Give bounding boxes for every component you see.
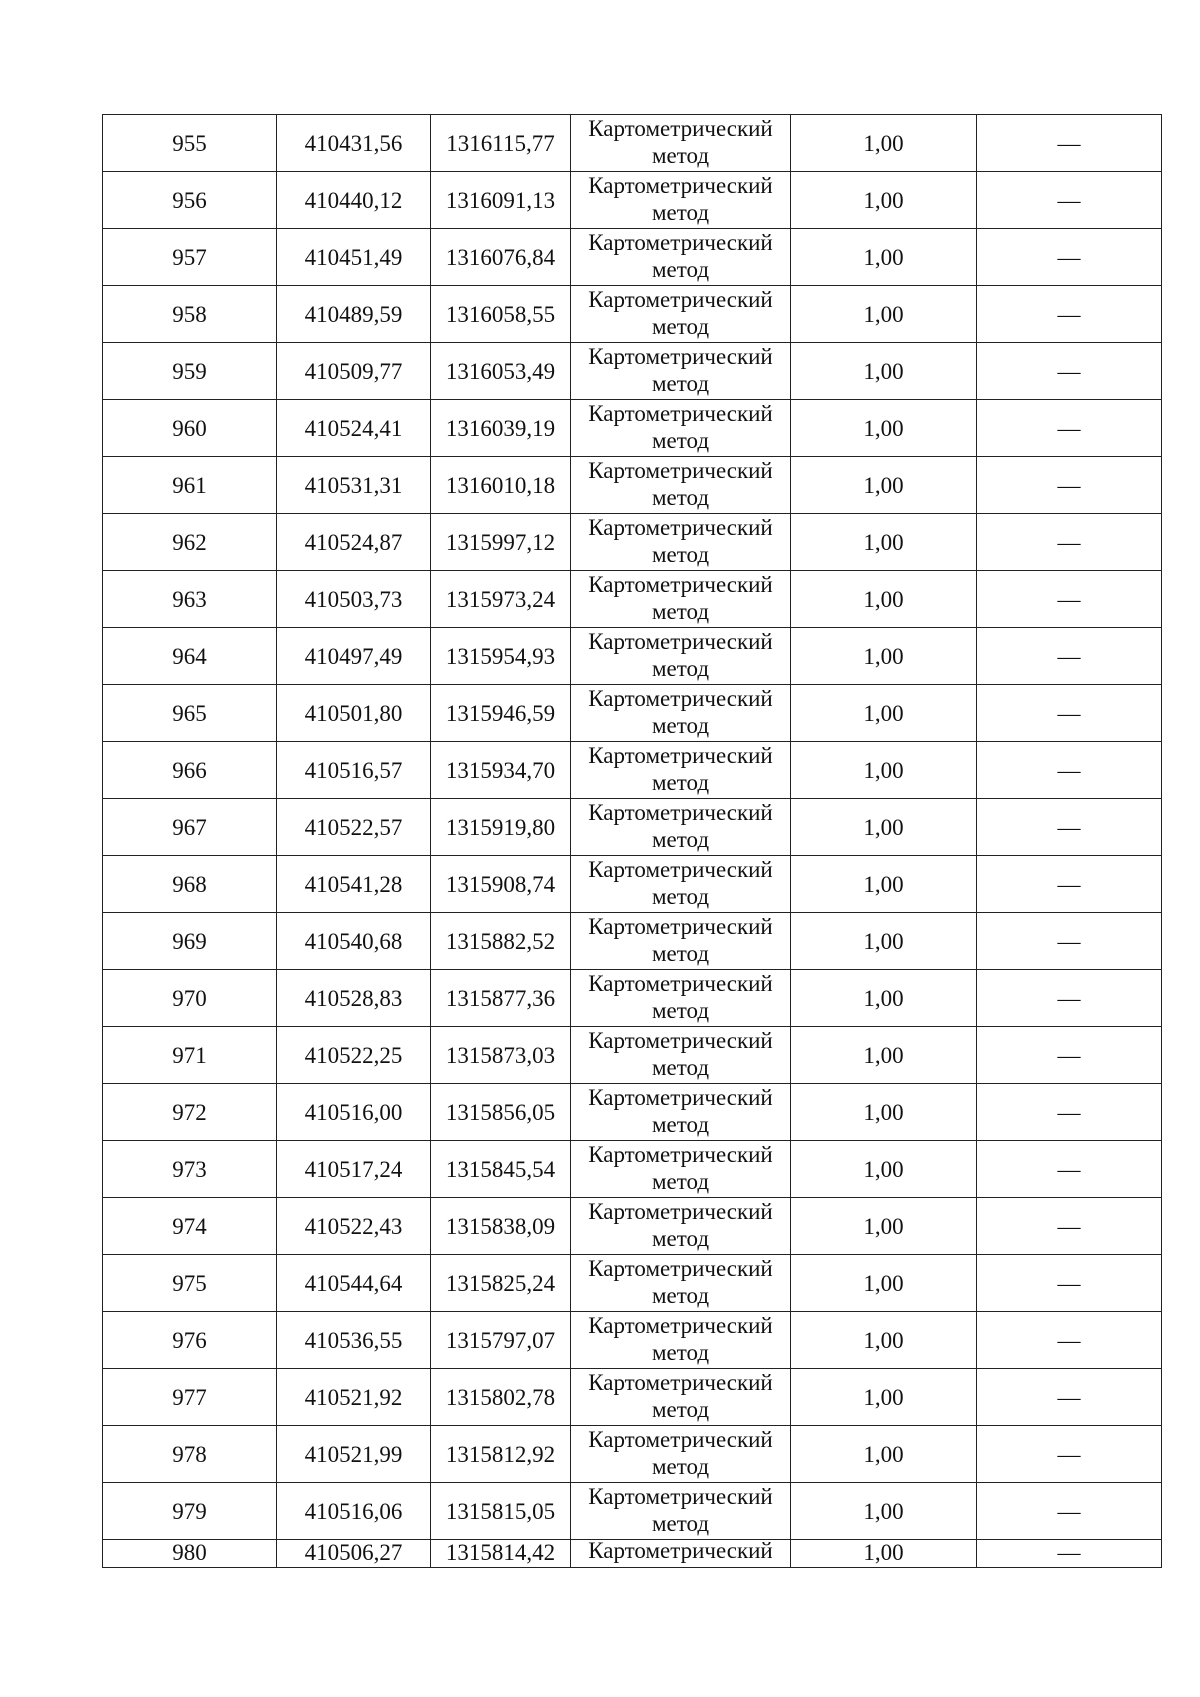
x-coordinate-cell: 410528,83 xyxy=(277,970,431,1027)
method-text-line2: метод xyxy=(651,1397,710,1422)
y-coordinate-cell: 1315825,24 xyxy=(431,1255,571,1312)
table-row xyxy=(103,229,1162,286)
table-row xyxy=(103,913,1162,970)
note-cell: — xyxy=(977,913,1162,970)
x-coordinate-cell: 410521,92 xyxy=(277,1369,431,1426)
x-coordinate-cell: 410522,43 xyxy=(277,1198,431,1255)
accuracy-cell: 1,00 xyxy=(791,343,977,400)
x-coordinate-cell: 410522,25 xyxy=(277,1027,431,1084)
note-cell: — xyxy=(977,628,1162,685)
accuracy-cell: 1,00 xyxy=(791,1141,977,1198)
accuracy-cell: 1,00 xyxy=(791,1540,977,1568)
method-text-line1: Картометрический xyxy=(588,629,773,654)
accuracy-cell: 1,00 xyxy=(791,514,977,571)
method-cell xyxy=(571,1255,791,1312)
method-cell xyxy=(571,799,791,856)
coordinates-table-body xyxy=(103,115,1162,1568)
x-coordinate-cell: 410531,31 xyxy=(277,457,431,514)
table-row xyxy=(103,1540,1162,1568)
table-row xyxy=(103,286,1162,343)
method-cell xyxy=(571,1027,791,1084)
method-text-line1: Картометрический xyxy=(588,743,773,768)
method-text-line1: Картометрический xyxy=(588,1427,773,1452)
method-text-line2: метод xyxy=(651,713,710,738)
method-cell xyxy=(571,1483,791,1540)
accuracy-cell: 1,00 xyxy=(791,856,977,913)
table-row xyxy=(103,1141,1162,1198)
y-coordinate-cell: 1315997,12 xyxy=(431,514,571,571)
x-coordinate-cell: 410503,73 xyxy=(277,571,431,628)
y-coordinate-cell: 1315973,24 xyxy=(431,571,571,628)
method-text-line2: метод xyxy=(651,1454,710,1479)
method-text-line2: метод xyxy=(651,485,710,510)
x-coordinate-cell: 410509,77 xyxy=(277,343,431,400)
method-cell xyxy=(571,1312,791,1369)
method-cell xyxy=(571,1369,791,1426)
method-text-line1: Картометрический xyxy=(588,686,773,711)
note-cell: — xyxy=(977,1369,1162,1426)
note-cell: — xyxy=(977,1084,1162,1141)
x-coordinate-cell: 410540,68 xyxy=(277,913,431,970)
note-cell: — xyxy=(977,685,1162,742)
method-text-line1: Картометрический xyxy=(588,1199,773,1224)
method-text-line1: Картометрический xyxy=(588,1313,773,1338)
point-number-cell: 968 xyxy=(103,856,277,913)
accuracy-cell: 1,00 xyxy=(791,685,977,742)
method-cell xyxy=(571,571,791,628)
x-coordinate-cell: 410516,57 xyxy=(277,742,431,799)
y-coordinate-cell: 1315815,05 xyxy=(431,1483,571,1540)
note-cell: — xyxy=(977,1198,1162,1255)
point-number-cell: 975 xyxy=(103,1255,277,1312)
method-text-line2: метод xyxy=(651,599,710,624)
note-cell: — xyxy=(977,514,1162,571)
point-number-cell: 962 xyxy=(103,514,277,571)
method-text-line2: метод xyxy=(651,1283,710,1308)
x-coordinate-cell: 410440,12 xyxy=(277,172,431,229)
note-cell: — xyxy=(977,172,1162,229)
y-coordinate-cell: 1315877,36 xyxy=(431,970,571,1027)
point-number-cell: 964 xyxy=(103,628,277,685)
accuracy-cell: 1,00 xyxy=(791,742,977,799)
table-row xyxy=(103,1369,1162,1426)
accuracy-cell: 1,00 xyxy=(791,1483,977,1540)
method-cell xyxy=(571,628,791,685)
table-row xyxy=(103,970,1162,1027)
y-coordinate-cell: 1315814,42 xyxy=(431,1540,571,1568)
table-row xyxy=(103,172,1162,229)
method-text-line2: метод xyxy=(651,371,710,396)
table-row xyxy=(103,1198,1162,1255)
x-coordinate-cell: 410506,27 xyxy=(277,1540,431,1568)
method-text-line1: Картометрический xyxy=(588,1256,773,1281)
note-cell: — xyxy=(977,1312,1162,1369)
x-coordinate-cell: 410489,59 xyxy=(277,286,431,343)
method-text-line2: метод xyxy=(651,428,710,453)
note-cell: — xyxy=(977,1141,1162,1198)
method-text-line2: метод xyxy=(651,998,710,1023)
point-number-cell: 979 xyxy=(103,1483,277,1540)
method-text-line1: Картометрический xyxy=(588,1085,773,1110)
method-text-line1: Картометрический xyxy=(588,1142,773,1167)
x-coordinate-cell: 410524,41 xyxy=(277,400,431,457)
note-cell: — xyxy=(977,571,1162,628)
point-number-cell: 973 xyxy=(103,1141,277,1198)
point-number-cell: 960 xyxy=(103,400,277,457)
note-cell: — xyxy=(977,400,1162,457)
accuracy-cell: 1,00 xyxy=(791,799,977,856)
note-cell: — xyxy=(977,1255,1162,1312)
x-coordinate-cell: 410522,57 xyxy=(277,799,431,856)
table-row xyxy=(103,685,1162,742)
point-number-cell: 977 xyxy=(103,1369,277,1426)
note-cell: — xyxy=(977,115,1162,172)
note-cell: — xyxy=(977,970,1162,1027)
point-number-cell: 955 xyxy=(103,115,277,172)
x-coordinate-cell: 410451,49 xyxy=(277,229,431,286)
y-coordinate-cell: 1315934,70 xyxy=(431,742,571,799)
accuracy-cell: 1,00 xyxy=(791,1255,977,1312)
method-cell xyxy=(571,1141,791,1198)
x-coordinate-cell: 410497,49 xyxy=(277,628,431,685)
method-cell xyxy=(571,229,791,286)
x-coordinate-cell: 410431,56 xyxy=(277,115,431,172)
accuracy-cell: 1,00 xyxy=(791,286,977,343)
method-cell xyxy=(571,400,791,457)
method-cell xyxy=(571,514,791,571)
point-number-cell: 959 xyxy=(103,343,277,400)
method-text-line1: Картометрический xyxy=(588,1028,773,1053)
table-row xyxy=(103,1426,1162,1483)
accuracy-cell: 1,00 xyxy=(791,913,977,970)
y-coordinate-cell: 1316091,13 xyxy=(431,172,571,229)
method-text-line1: Картометрический xyxy=(588,287,773,312)
note-cell: — xyxy=(977,457,1162,514)
point-number-cell: 957 xyxy=(103,229,277,286)
point-number-cell: 980 xyxy=(103,1540,277,1568)
accuracy-cell: 1,00 xyxy=(791,970,977,1027)
method-text-line2: метод xyxy=(651,770,710,795)
method-text-line2: метод xyxy=(651,257,710,282)
method-text-line1: Картометрический xyxy=(588,1484,773,1509)
x-coordinate-cell: 410521,99 xyxy=(277,1426,431,1483)
accuracy-cell: 1,00 xyxy=(791,1312,977,1369)
method-text-line2: метод xyxy=(651,827,710,852)
method-text-line1: Картометрический xyxy=(588,401,773,426)
point-number-cell: 961 xyxy=(103,457,277,514)
y-coordinate-cell: 1315919,80 xyxy=(431,799,571,856)
x-coordinate-cell: 410517,24 xyxy=(277,1141,431,1198)
method-text-line1: Картометрический xyxy=(588,116,773,141)
y-coordinate-cell: 1315845,54 xyxy=(431,1141,571,1198)
accuracy-cell: 1,00 xyxy=(791,1369,977,1426)
method-cell xyxy=(571,970,791,1027)
method-text-line2: метод xyxy=(651,1226,710,1251)
accuracy-cell: 1,00 xyxy=(791,571,977,628)
table-row xyxy=(103,115,1162,172)
table-row xyxy=(103,856,1162,913)
method-text-line2: метод xyxy=(651,200,710,225)
note-cell: — xyxy=(977,799,1162,856)
method-cell xyxy=(571,286,791,343)
point-number-cell: 978 xyxy=(103,1426,277,1483)
method-text-line1: Картометрический xyxy=(588,1539,773,1563)
table-row xyxy=(103,1312,1162,1369)
method-text-line2: метод xyxy=(651,1112,710,1137)
table-row xyxy=(103,1084,1162,1141)
table-row xyxy=(103,1255,1162,1312)
table-row xyxy=(103,343,1162,400)
point-number-cell: 971 xyxy=(103,1027,277,1084)
method-text-line1: Картометрический xyxy=(588,173,773,198)
accuracy-cell: 1,00 xyxy=(791,400,977,457)
method-cell xyxy=(571,685,791,742)
table-row xyxy=(103,742,1162,799)
table-row xyxy=(103,514,1162,571)
method-text-line1: Картометрический xyxy=(588,230,773,255)
method-text-line1: Картометрический xyxy=(588,458,773,483)
method-text-line2: метод xyxy=(651,1340,710,1365)
method-cell xyxy=(571,457,791,514)
method-text-line2: метод xyxy=(651,1169,710,1194)
x-coordinate-cell: 410501,80 xyxy=(277,685,431,742)
x-coordinate-cell: 410536,55 xyxy=(277,1312,431,1369)
method-cell xyxy=(571,1084,791,1141)
y-coordinate-cell: 1315882,52 xyxy=(431,913,571,970)
method-text-line1: Картометрический xyxy=(588,914,773,939)
method-cell xyxy=(571,856,791,913)
note-cell: — xyxy=(977,742,1162,799)
method-text-line1: Картометрический xyxy=(588,572,773,597)
method-text-line1: Картометрический xyxy=(588,515,773,540)
y-coordinate-cell: 1316058,55 xyxy=(431,286,571,343)
method-text-line2: метод xyxy=(651,143,710,168)
method-text-line1: Картометрический xyxy=(588,857,773,882)
accuracy-cell: 1,00 xyxy=(791,1426,977,1483)
method-cell xyxy=(571,343,791,400)
point-number-cell: 967 xyxy=(103,799,277,856)
y-coordinate-cell: 1315873,03 xyxy=(431,1027,571,1084)
x-coordinate-cell: 410516,06 xyxy=(277,1483,431,1540)
y-coordinate-cell: 1316115,77 xyxy=(431,115,571,172)
accuracy-cell: 1,00 xyxy=(791,115,977,172)
method-cell xyxy=(571,115,791,172)
y-coordinate-cell: 1315838,09 xyxy=(431,1198,571,1255)
method-text-line2: метод xyxy=(651,1511,710,1536)
x-coordinate-cell: 410516,00 xyxy=(277,1084,431,1141)
point-number-cell: 974 xyxy=(103,1198,277,1255)
method-cell xyxy=(571,742,791,799)
point-number-cell: 958 xyxy=(103,286,277,343)
method-text-line2: метод xyxy=(651,542,710,567)
y-coordinate-cell: 1316039,19 xyxy=(431,400,571,457)
accuracy-cell: 1,00 xyxy=(791,172,977,229)
method-cell xyxy=(571,1540,791,1568)
x-coordinate-cell: 410524,87 xyxy=(277,514,431,571)
y-coordinate-cell: 1315954,93 xyxy=(431,628,571,685)
point-number-cell: 970 xyxy=(103,970,277,1027)
x-coordinate-cell: 410544,64 xyxy=(277,1255,431,1312)
point-number-cell: 963 xyxy=(103,571,277,628)
table-row xyxy=(103,1027,1162,1084)
accuracy-cell: 1,00 xyxy=(791,1198,977,1255)
method-text-line2: метод xyxy=(651,1055,710,1080)
y-coordinate-cell: 1316076,84 xyxy=(431,229,571,286)
y-coordinate-cell: 1316010,18 xyxy=(431,457,571,514)
table-row xyxy=(103,571,1162,628)
accuracy-cell: 1,00 xyxy=(791,457,977,514)
table-row xyxy=(103,799,1162,856)
note-cell: — xyxy=(977,1483,1162,1540)
y-coordinate-cell: 1315946,59 xyxy=(431,685,571,742)
table-row xyxy=(103,628,1162,685)
point-number-cell: 969 xyxy=(103,913,277,970)
method-text-line1: Картометрический xyxy=(588,344,773,369)
accuracy-cell: 1,00 xyxy=(791,1084,977,1141)
y-coordinate-cell: 1315812,92 xyxy=(431,1426,571,1483)
method-text-line1: Картометрический xyxy=(588,1370,773,1395)
coordinates-table xyxy=(102,114,1162,1568)
note-cell: — xyxy=(977,343,1162,400)
y-coordinate-cell: 1315908,74 xyxy=(431,856,571,913)
method-text-line2: метод xyxy=(651,314,710,339)
method-text-line1: Картометрический xyxy=(588,971,773,996)
point-number-cell: 965 xyxy=(103,685,277,742)
table-row xyxy=(103,1483,1162,1540)
note-cell: — xyxy=(977,1027,1162,1084)
y-coordinate-cell: 1315802,78 xyxy=(431,1369,571,1426)
y-coordinate-cell: 1316053,49 xyxy=(431,343,571,400)
method-text-line1: Картометрический xyxy=(588,800,773,825)
method-text-line2: метод xyxy=(651,884,710,909)
accuracy-cell: 1,00 xyxy=(791,628,977,685)
method-cell xyxy=(571,1198,791,1255)
note-cell: — xyxy=(977,286,1162,343)
note-cell: — xyxy=(977,856,1162,913)
point-number-cell: 976 xyxy=(103,1312,277,1369)
method-cell xyxy=(571,1426,791,1483)
table-row xyxy=(103,457,1162,514)
accuracy-cell: 1,00 xyxy=(791,229,977,286)
x-coordinate-cell: 410541,28 xyxy=(277,856,431,913)
accuracy-cell: 1,00 xyxy=(791,1027,977,1084)
table-row xyxy=(103,400,1162,457)
method-text-line2: метод xyxy=(651,656,710,681)
note-cell: — xyxy=(977,1426,1162,1483)
point-number-cell: 956 xyxy=(103,172,277,229)
y-coordinate-cell: 1315856,05 xyxy=(431,1084,571,1141)
note-cell: — xyxy=(977,1540,1162,1568)
point-number-cell: 972 xyxy=(103,1084,277,1141)
method-cell xyxy=(571,172,791,229)
note-cell: — xyxy=(977,229,1162,286)
point-number-cell: 966 xyxy=(103,742,277,799)
method-text-line2: метод xyxy=(651,941,710,966)
method-cell xyxy=(571,913,791,970)
y-coordinate-cell: 1315797,07 xyxy=(431,1312,571,1369)
